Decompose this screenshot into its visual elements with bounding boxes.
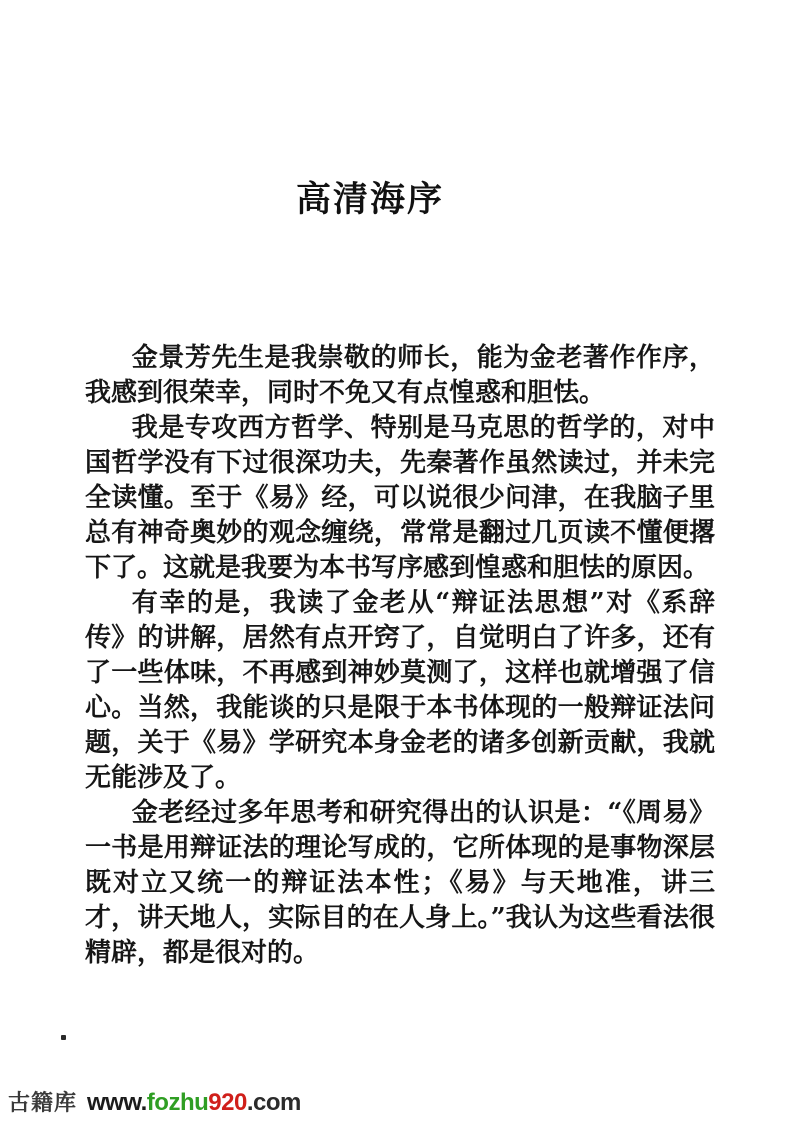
paragraph: 金景芳先生是我崇敬的师长，能为金老著作作序，我感到很荣幸，同时不免又有点惶惑和胆怯。 (85, 343, 715, 408)
watermark-site-name: 古籍库 (8, 1090, 78, 1115)
watermark (8, 1086, 301, 1117)
scan-speck (61, 1035, 66, 1040)
watermark-url-segment: .com (246, 1089, 301, 1116)
page-title: 高清海序 (295, 179, 444, 220)
watermark-url (87, 1089, 301, 1117)
paragraph: 金老经过多年思考和研究得出的认识是：“《周易》一书是用辩证法的理论写成的，它所体现的是事物深层既对立又统一的辩证法本性；《易》与天地准，讲三才，讲天地人，实际目的在人身上。”我认为这些看法很精辟，都是很对的。 (85, 798, 715, 968)
watermark-url-segment: 920 (208, 1089, 247, 1116)
paragraph: 我是专攻西方哲学、特别是马克思的哲学的，对中国哲学没有下过很深功夫，先秦著作虽然读过，并未完全读懂。至于《易》经，可以说很少问津，在我脑子里总有神奇奥妙的观念缠绕，常常是翻过几页读不懂便撂下了。这就是我要为本书写序感到惶惑和胆怯的原因。 (85, 413, 715, 583)
paragraph: 有幸的是，我读了金老从“辩证法思想”对《系辞传》的讲解，居然有点开窍了，自觉明白了许多，还有了一些体味，不再感到神妙莫测了，这样也就增强了信心。当然，我能谈的只是限于本书体现的一般辩证法问题，关于《易》学研究本身金老的诸多创新贡献，我就无能涉及了。 (85, 588, 715, 793)
watermark-url-segment: fozhu (146, 1089, 209, 1116)
body-text (85, 341, 715, 971)
watermark-url-segment: www. (87, 1089, 147, 1116)
